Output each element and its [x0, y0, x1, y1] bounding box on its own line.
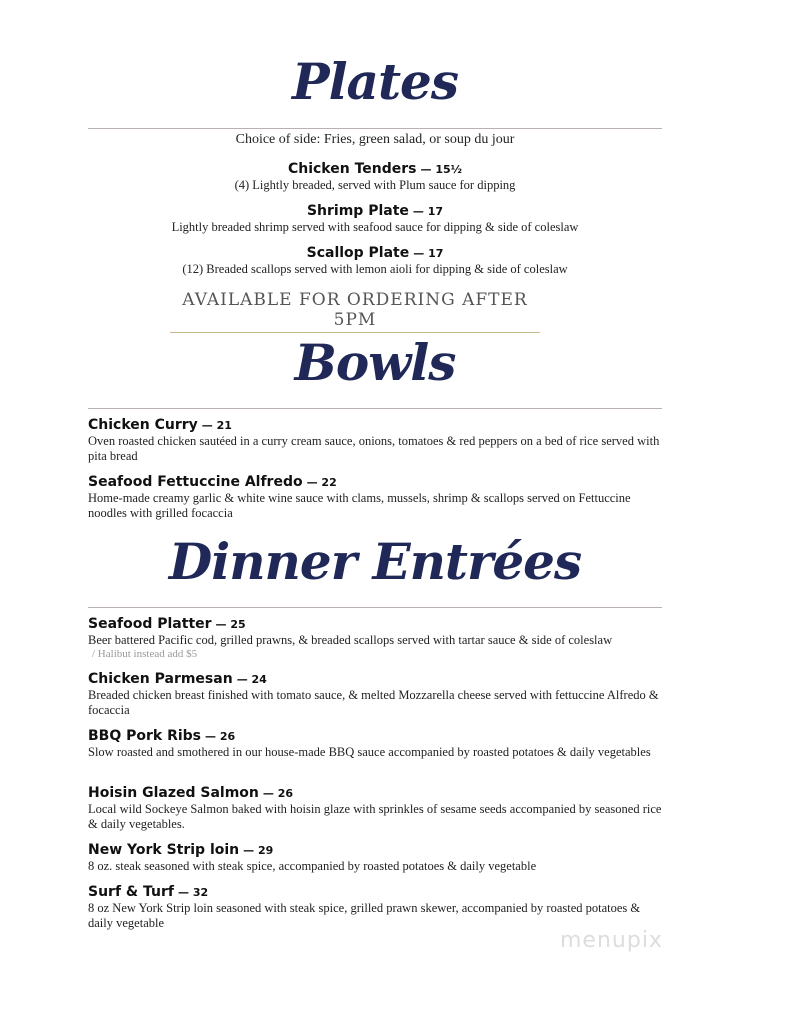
menu-item — [88, 841, 662, 874]
divider — [88, 128, 662, 129]
item-price: — 15½ — [420, 163, 463, 176]
menu-item — [88, 416, 662, 464]
item-name: Chicken Parmesan — [88, 671, 233, 687]
availability-note: AVAILABLE FOR ORDERING AFTER 5PM — [170, 290, 540, 333]
item-name: New York Strip loin — [88, 842, 240, 858]
item-price: — 29 — [243, 844, 274, 857]
watermark-logo: menupix — [560, 928, 663, 953]
item-price: — 17 — [412, 205, 444, 218]
item-name: Scallop Plate — [306, 245, 410, 261]
item-name: Hoisin Glazed Salmon — [88, 785, 259, 801]
item-desc: Slow roasted and smothered in our house-made BBQ sauce accompanied by roasted potatoes & daily vegetables — [88, 745, 651, 759]
item-price: — 26 — [262, 787, 294, 800]
menu-item — [88, 202, 662, 235]
item-desc: Local wild Sockeye Salmon baked with hoisin glaze with sprinkles of sesame seeds accompanied by seasoned rice & daily vegetables. — [88, 802, 662, 831]
item-price: — 32 — [177, 886, 209, 899]
item-note: / Halibut instead add $5 — [92, 648, 198, 660]
plates-title: Plates — [291, 52, 459, 111]
menu-item — [88, 727, 662, 760]
menu-item — [88, 784, 662, 832]
item-desc: Oven roasted chicken sautéed in a curry cream sauce, onions, tomatoes & red peppers on a bed of rice served with pita bread — [88, 434, 660, 463]
item-price: — 17 — [413, 247, 444, 260]
item-price: — 26 — [205, 730, 236, 743]
item-price: — 21 — [201, 419, 232, 432]
item-desc: Beer battered Pacific cod, grilled prawns, & breaded scallops served with tartar sauce & side of coleslaw — [88, 633, 613, 647]
item-name: Chicken Curry — [88, 417, 198, 433]
item-desc: Home-made creamy garlic & white wine sauce with clams, mussels, shrimp & scallops served on Fettuccine noodles with grilled focaccia — [88, 491, 631, 520]
item-name: Shrimp Plate — [306, 203, 409, 219]
side-note: Choice of side: Fries, green salad, or soup du jour — [235, 132, 515, 147]
menu-item — [88, 473, 662, 521]
divider — [88, 607, 662, 608]
item-name: Seafood Fettuccine Alfredo — [88, 474, 303, 490]
item-desc: (12) Breaded scallops served with lemon aioli for dipping & side of coleslaw — [182, 262, 568, 276]
menu-item — [88, 244, 662, 277]
item-price: — 25 — [215, 618, 246, 631]
entrees-title: Dinner Entrées — [168, 532, 582, 591]
item-name: Surf & Turf — [88, 884, 174, 900]
menu-item — [88, 670, 662, 718]
bowls-title: Bowls — [294, 333, 456, 392]
item-desc: Lightly breaded shrimp served with seafood sauce for dipping & side of coleslaw — [171, 220, 579, 234]
item-price: — 24 — [236, 673, 267, 686]
menu-item — [88, 160, 662, 193]
item-price: — 22 — [306, 476, 337, 489]
item-name: BBQ Pork Ribs — [88, 728, 202, 744]
item-desc: Breaded chicken breast finished with tomato sauce, & melted Mozzarella cheese served with fettuccine Alfredo & focaccia — [88, 688, 659, 717]
item-desc: 8 oz. steak seasoned with steak spice, accompanied by roasted potatoes & daily vegetable — [88, 859, 537, 873]
item-name: Seafood Platter — [88, 616, 212, 632]
item-name: Chicken Tenders — [287, 161, 417, 177]
item-desc: (4) Lightly breaded, served with Plum sauce for dipping — [234, 178, 516, 192]
menu-item — [88, 615, 662, 660]
divider — [88, 408, 662, 409]
item-desc: 8 oz New York Strip loin seasoned with steak spice, grilled prawn skewer, accompanied by roasted potatoes & daily vegetable — [88, 901, 641, 930]
menu-item — [88, 883, 662, 931]
